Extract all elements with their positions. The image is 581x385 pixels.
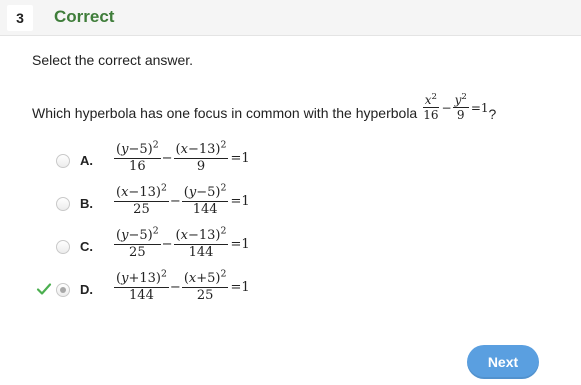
option-c-equation: $\frac{(y-5)^2}{25}$ − $\frac{(x-13)^2}{144}$ =1 (116, 225, 250, 260)
question-header (0, 0, 581, 36)
option-d-label: D. (80, 282, 93, 297)
check-icon (36, 281, 52, 297)
question-text: Which hyperbola has one focus in common with the hyperbola (32, 105, 418, 121)
option-b[interactable] (0, 182, 581, 226)
option-c-radio[interactable] (56, 240, 70, 254)
option-d[interactable] (0, 268, 581, 312)
option-a-radio[interactable] (56, 154, 70, 168)
question-number: 3 (7, 5, 33, 31)
option-b-equation: $\frac{(x-13)^2}{25}$ − $\frac{(y-5)^2}{144}$ =1 (116, 182, 250, 217)
option-c[interactable] (0, 225, 581, 269)
option-a-label: A. (80, 153, 93, 168)
option-a-equation: $\frac{(y-5)^2}{16}$ − $\frac{(x-13)^2}{9}$ =1 (116, 139, 250, 174)
question-equation: $\frac{x^2}{16}$ − $\frac{y^2}{9}$ =1 (423, 91, 489, 123)
option-b-radio[interactable] (56, 197, 70, 211)
question-prompt (32, 92, 496, 122)
option-c-label: C. (80, 239, 93, 254)
option-d-radio[interactable] (56, 283, 70, 297)
option-b-label: B. (80, 196, 93, 211)
next-button[interactable]: Next (467, 345, 539, 379)
option-a[interactable] (0, 139, 581, 183)
option-d-equation: $\frac{(y+13)^2}{144}$ − $\frac{(x+5)^2}{25}$ =1 (116, 268, 250, 303)
question-mark: ? (488, 106, 497, 122)
status-label: Correct (54, 7, 115, 26)
instruction-text: Select the correct answer. (32, 52, 194, 68)
